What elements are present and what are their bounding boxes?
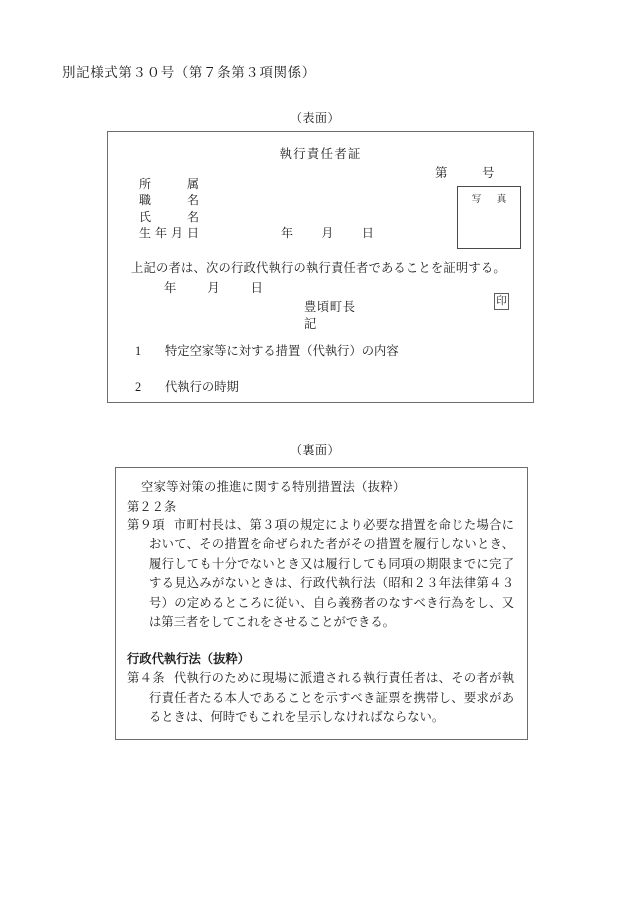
serial-suffix-label: 号 <box>482 166 496 180</box>
item-number: 1 <box>135 344 142 358</box>
field-row-birthdate <box>139 225 374 241</box>
field-row-affiliation <box>139 176 374 192</box>
law-paragraph-body: 市町村長は、第３項の規定により必要な措置を命じた場合において、その措置を命ぜられた者がその措置を履行しないとき、履行しても十分でないとき又は履行しても同項の期限までに完了する見込みがないときは、行政代執行法（昭和２３年法律第４３号）の定めるところに従い、自ら義務者のなすべき行為をし、又は第三者をしてこれをさせることができる。 <box>149 518 514 630</box>
certificate-field-list <box>139 176 374 241</box>
law-paragraph-body: 代執行のために現場に派遣される執行責任者は、その者が執行責任者たる本人であることを示すべき証票を携帯し、要求があるときは、何時でもこれを呈示しなければならない。 <box>149 671 514 725</box>
form-number-heading: 別記様式第３０号（第７条第３項関係） <box>62 65 316 80</box>
law-article-number: 第２２条 <box>127 500 177 514</box>
front-side-caption: （表面） <box>289 111 340 125</box>
field-label-affiliation: 所属 <box>139 177 199 191</box>
seal-stamp-icon: 印 <box>494 293 509 310</box>
certificate-title: 執行責任者証 <box>279 147 362 161</box>
photo-label: 写 真 <box>471 195 510 205</box>
law-paragraph-text <box>127 669 514 727</box>
law-paragraph-lead: 第９項 <box>127 518 165 532</box>
serial-prefix-label: 第 <box>435 166 449 180</box>
issuer-name: 豊頃町長 <box>304 300 356 314</box>
list-item <box>131 341 399 359</box>
item-text: 特定空家等に対する措置（代執行）の内容 <box>165 344 399 358</box>
issue-month-label: 月 <box>207 281 220 295</box>
certification-statement: 上記の者は、次の行政代執行の執行責任者であることを証明する。 <box>131 261 506 275</box>
certificate-item-list <box>131 341 399 413</box>
field-row-job-title <box>139 192 374 208</box>
birthdate-blank-line <box>281 225 374 241</box>
certificate-front-box <box>107 131 534 403</box>
law-paragraph-text <box>127 516 514 632</box>
law-title-administrative-execution-act: 行政代執行法（抜粋） <box>127 652 250 667</box>
issue-day-label: 日 <box>250 281 263 295</box>
birth-day-label: 日 <box>361 225 375 240</box>
field-label-job-title: 職名 <box>139 193 199 208</box>
issue-date-blank-line <box>164 278 263 296</box>
birth-year-label: 年 <box>281 225 294 240</box>
law-paragraph-lead: 第４条 <box>127 671 165 686</box>
issue-year-label: 年 <box>164 281 177 295</box>
law-title-vacant-house-act: 空家等対策の推進に関する特別措置法（抜粋） <box>141 480 406 494</box>
photo-placeholder-box <box>457 186 521 249</box>
certificate-serial-number <box>435 163 495 181</box>
birth-month-label: 月 <box>321 225 334 240</box>
item-text: 代執行の時期 <box>165 380 239 394</box>
ki-heading: 記 <box>304 317 317 331</box>
list-item <box>131 377 399 395</box>
law-block-administrative-execution-act <box>127 649 514 727</box>
back-side-caption: （裏面） <box>289 443 340 457</box>
field-row-name <box>139 209 374 225</box>
law-excerpt-back-box <box>115 467 528 740</box>
law-block-spacer <box>127 632 514 649</box>
field-label-birthdate: 生年月日 <box>139 225 199 240</box>
law-block-vacant-house-act <box>127 477 514 632</box>
field-label-name: 氏名 <box>139 209 199 224</box>
item-number: 2 <box>135 380 142 394</box>
